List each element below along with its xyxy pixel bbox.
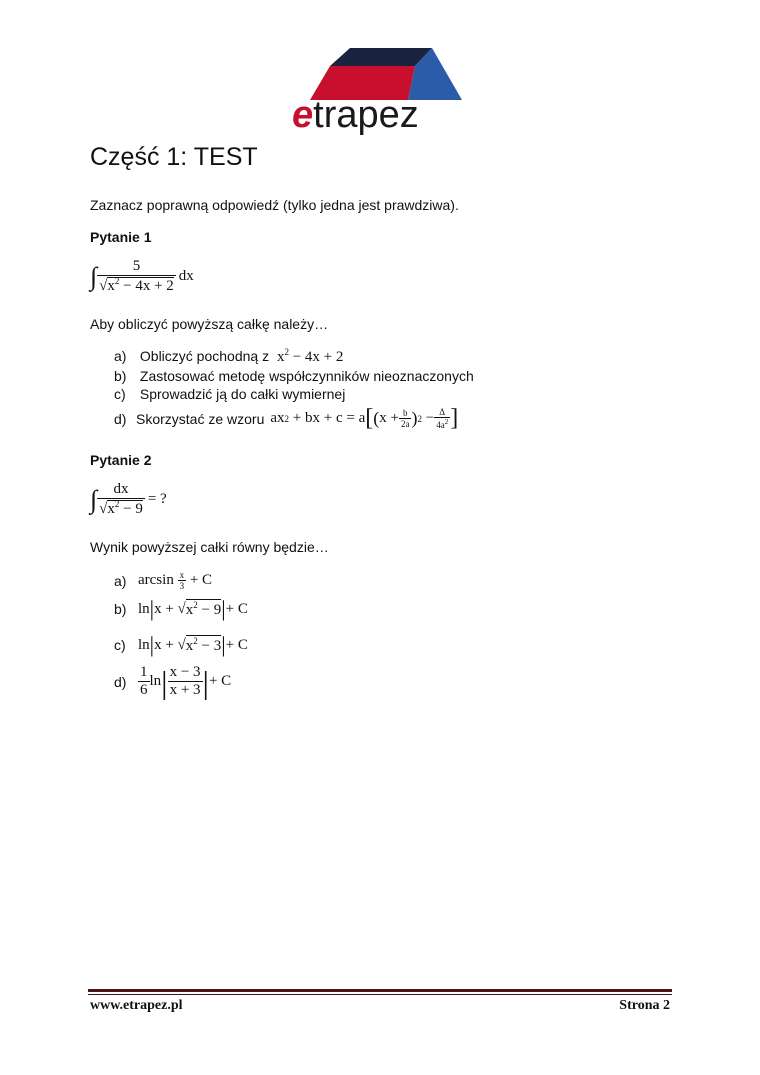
option-letter: c) bbox=[114, 386, 126, 402]
instruction-text: Zaznacz poprawną odpowiedź (tylko jedna jest prawdziwa). bbox=[90, 197, 459, 213]
footer-page-number: Strona 2 bbox=[619, 998, 670, 1013]
question-2-option-a[interactable]: a) arcsin $\frac{x}{3}$ + C bbox=[114, 570, 213, 591]
option-letter: d) bbox=[114, 673, 127, 690]
question-2-option-b[interactable]: b) ln | x + √ $x^2 - 9$ | + C bbox=[114, 596, 248, 621]
option-text: Obliczyć pochodną z bbox=[139, 348, 270, 364]
option-letter: b) bbox=[114, 368, 127, 384]
page-title: Część 1: TEST bbox=[90, 143, 258, 171]
question-1-prompt: Aby obliczyć powyższą całkę należy… bbox=[90, 316, 329, 332]
option-text: Sprowadzić ją do całki wymiernej bbox=[139, 386, 346, 402]
logo-wordmark: trapez bbox=[313, 94, 419, 136]
footer-website[interactable]: www.etrapez.pl bbox=[90, 998, 183, 1013]
option-text: Zastosować metodę współczynników nieoznaczonych bbox=[139, 368, 474, 384]
question-2-heading: Pytanie 2 bbox=[90, 452, 152, 468]
option-letter: a) bbox=[114, 572, 127, 589]
question-1-option-c[interactable] bbox=[114, 386, 345, 402]
question-1-option-a[interactable]: a) Obliczyć pochodną z $x^2 - 4x + 2$ bbox=[114, 347, 344, 365]
option-letter: d) bbox=[114, 410, 127, 427]
question-2-prompt: Wynik powyższej całki równy będzie… bbox=[90, 539, 329, 555]
question-1-integral: ∫ $\frac{5}{√x^2 - 4x + 2}$ dx bbox=[90, 258, 194, 294]
question-1-option-d[interactable]: d) Skorzystać ze wzoru ax 2 + bx + c = a [ ( x + $\frac{b}{2a}$ ) 2 − $\frac{\Delta}{4a^2}$ ] bbox=[114, 405, 459, 431]
question-2-option-d[interactable]: d) $\frac{1}{6}$ ln | $\frac{x - 3}{x + 3}$ | + C bbox=[114, 663, 232, 700]
option-letter: a) bbox=[114, 348, 127, 364]
logo-e: e bbox=[292, 94, 314, 136]
footer-rule bbox=[88, 989, 672, 992]
question-2-option-c[interactable]: c) ln | x + √ $x^2 - 3$ | + C bbox=[114, 632, 248, 657]
option-text: Skorzystać ze wzoru bbox=[136, 410, 265, 427]
logo bbox=[290, 44, 475, 142]
question-1-option-b[interactable] bbox=[114, 368, 474, 384]
question-2-integral: ∫ $\frac{dx}{√x^2 - 9}$ = ? bbox=[90, 481, 167, 517]
option-letter: c) bbox=[114, 637, 126, 653]
footer-rule-thin bbox=[88, 994, 672, 995]
option-letter: b) bbox=[114, 601, 127, 617]
question-1-heading: Pytanie 1 bbox=[90, 229, 152, 245]
